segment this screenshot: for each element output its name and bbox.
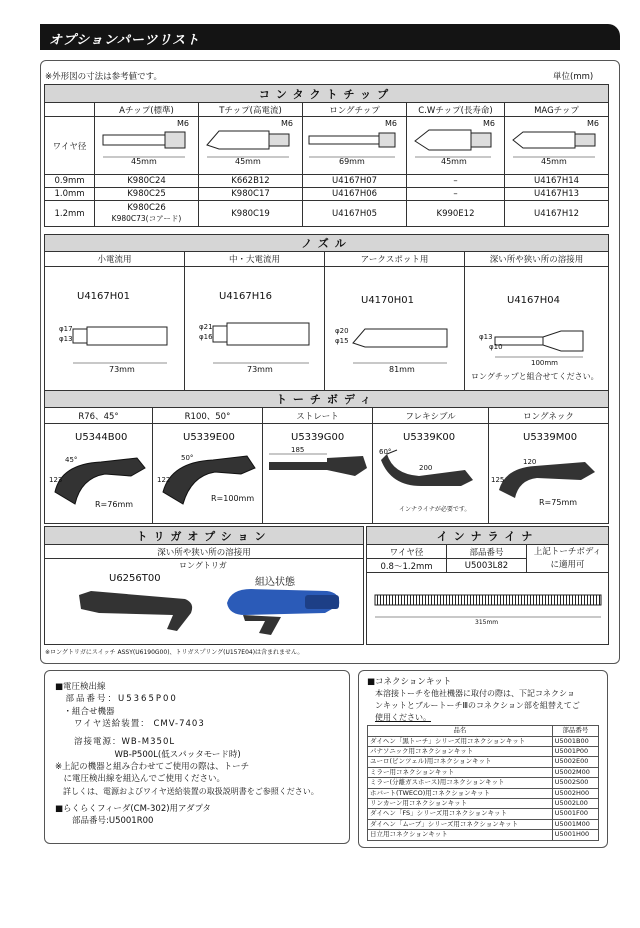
nozzle-arc-spot: U4170H01 φ20 φ15 81mm xyxy=(325,267,465,391)
tip-drawing-long: M6 69mm xyxy=(303,117,407,175)
nozzle-mid-current: U4167H16 φ21 φ16 73mm xyxy=(185,267,325,391)
trigger-code: U6256T00 xyxy=(109,573,161,584)
liner-length: 315mm xyxy=(475,619,499,626)
nozzle-title: ノズル xyxy=(45,235,609,252)
nozzle-combo-note: ロングチップと組合せてください。 xyxy=(471,372,599,381)
table-row: リンカーン用コネクションキット U5002L00 xyxy=(368,799,599,809)
tip-col-cw: C.Wチップ(長寿命) xyxy=(407,103,505,117)
nozzle-deep-narrow: U4167H04 φ13 φ10 100mm ロングチップと組合せてください。 xyxy=(465,267,609,391)
table-row: ユーロ(ビンツェル)用コネクションキット U5002E00 xyxy=(368,757,599,767)
torch-flexible: U5339K00 60° 200 インナライナが必要です。 xyxy=(373,424,489,524)
contact-tip-table: コンタクトチップ Aチップ(標準) Tチップ(高電流) ロングチップ C.Wチップ(長寿命) MAGチップ ワイヤ径 M6 45mm M6 45mm M6 69mm M6 45mm M6 45mm 0.9mm K980C24 K662B12 U4167H07 – U4167H14 1.0mm K980C25 K980C17 U4167H06 – U4167H13 1.2mm K980C26 K980C73(コアード) K980C19 U4167H05 K990E12 U4167H12 xyxy=(44,84,609,227)
table-row: ミラー用コネクションキット U5002M00 xyxy=(368,767,599,777)
table-row: 日立用コネクションキット U5001H00 xyxy=(368,830,599,840)
trigger-title: トリガオプション xyxy=(45,527,364,545)
tip-col-long: ロングチップ xyxy=(303,103,407,117)
unit-note: 単位(mm) xyxy=(553,72,594,82)
table-row: パナソニック用コネクションキット U5001P00 xyxy=(368,746,599,756)
tip-col-a: Aチップ(標準) xyxy=(95,103,199,117)
table-row: ダイヘン「FS」シリーズ用コネクションキット U5001F00 xyxy=(368,809,599,819)
torch-r100: U5339E00 50° 122 R=100mm xyxy=(153,424,263,524)
tip-size-09: 0.9mm xyxy=(45,175,95,188)
table-row: ダイヘン「ムーブ」シリーズ用コネクションキット U5001M00 xyxy=(368,819,599,829)
trigger-images xyxy=(45,559,364,641)
tip-size-10: 1.0mm xyxy=(45,188,95,201)
assembled-label: 組込状態 xyxy=(255,577,295,588)
liner-drawing xyxy=(367,573,609,641)
page-header xyxy=(40,24,620,50)
tip-col-t: Tチップ(高電流) xyxy=(199,103,303,117)
page-title: オプションパーツリスト xyxy=(49,33,201,48)
tip-drawing-t: M6 45mm xyxy=(199,117,303,175)
trigger-option-table xyxy=(44,526,364,645)
wire-dia-label: ワイヤ径 xyxy=(45,117,95,175)
tip-drawing-cw: M6 45mm xyxy=(407,117,505,175)
connection-kit-title: ■コネクションキット xyxy=(367,677,452,687)
torch-body-title: トーチボディ xyxy=(45,391,609,408)
trigger-footnote: ※ロングトリガにスイッチ ASSY(U6190G00)、トリガスプリング(U157E04)は含まれません。 xyxy=(45,649,304,656)
trigger-drawing-cell xyxy=(45,559,364,645)
torch-r76: U5344B00 45° 123 R=76mm xyxy=(45,424,153,524)
contact-tip-title: コンタクトチップ xyxy=(45,85,609,103)
voltage-box: ■電圧検出線 部品番号：U5365P00 ・組合せ機器 ワイヤ送給装置： CMV-7403 溶接電源：WB-M350L WB-P500L(低スパッタモード時) ※上記の機器と組み合わせてご使用の際は、トーチ に電圧検出線を組込んでご使用ください。 詳しくは、電源およびワイヤ送給装置の取扱説明書をご参照ください。 ■らくらくフィーダ(CM-302)用アダプタ 部品番号:U5001R00 xyxy=(44,670,350,844)
liner-code: U5003L82 xyxy=(447,559,527,573)
voltage-part-number: 部品番号：U5365P00 xyxy=(55,694,178,705)
tip-size-12: 1.2mm xyxy=(45,201,95,227)
tip-drawing-a: M6 45mm xyxy=(95,117,199,175)
cored-tip-code: K980C73(コアード) xyxy=(111,214,182,223)
torch-straight: U5339G00 185 xyxy=(263,424,373,524)
liner-wire: 0.8〜1.2mm xyxy=(367,559,447,573)
table-row: ミラー(分離ガスホース)用コネクションキット U5002S00 xyxy=(368,778,599,788)
nozzle-deep-drawing xyxy=(465,267,609,387)
reference-note: ※外形図の寸法は参考値です。 xyxy=(45,72,162,82)
table-row: ダイヘン「黒トーチ」シリーズ用コネクションキット U5001B00 xyxy=(368,736,599,746)
nozzle-table: ノズル 小電流用 中・大電流用 アークスポット用 深い所や狭い所の溶接用 U4167H01 φ17 φ13 73mm U4167H16 φ21 φ16 73mm U4170H01 φ20 φ15 81mm U4167H04 φ13 φ10 100mm ロングチップと組合せてください。 xyxy=(44,234,609,391)
connection-kit-table: 品名 部品番号 ダイヘン「黒トーチ」シリーズ用コネクションキット U5001B00 パナソニック用コネクションキット U5001P00 ユーロ(ビンツェル)用コネクションキット U5002E00 ミラー用コネクションキット U5002M00 ミラー(分離ガスホース)用コネクションキット U5002S00 ホバート(TWECO)用コネクションキット U5002H00 リンカーン用コネクションキット U5002L00 ダイヘン「FS」シリーズ用コネクションキット U5001F00 ダイヘン「ムーブ」シリーズ用コネクションキット U5001M00 日立用コネクションキット U5001H00 xyxy=(367,725,599,841)
torch-long-neck: U5339M00 120 125 R=75mm xyxy=(489,424,609,524)
torch-body-table: トーチボディ R76、45° R100、50° ストレート フレキシブル ロングネック U5344B00 45° 123 R=76mm U5339E00 50° 122 R=100mm U5339G00 185 U5339K00 60° 200 インナライナが必要です。 U5339M00 120 125 R=75mm xyxy=(44,390,609,524)
liner-drawing-cell xyxy=(367,573,609,645)
tip-col-mag: MAGチップ xyxy=(505,103,609,117)
trigger-subtitle: 深い所や狭い所の溶接用 xyxy=(45,545,364,559)
tip-drawing-mag: M6 45mm xyxy=(505,117,609,175)
inner-liner-table: インナライナ ワイヤ径 部品番号 上記トーチボディ に適用可 0.8〜1.2mm U5003L82 315mm xyxy=(366,526,609,645)
long-trigger-label: ロングトリガ xyxy=(179,561,227,570)
table-row: ホバート(TWECO)用コネクションキット U5002H00 xyxy=(368,788,599,798)
liner-title: インナライナ xyxy=(367,527,609,545)
connection-kit-box: ■コネクションキット 本溶接トーチを他社機器に取付の際は、下記コネクショ ンキットとブルートーチⅢのコネクション部を組替えてご 使用ください。 品名 部品番号 ダイヘン「黒トーチ」シリーズ用コネクションキット U5001B00 パナソニック用コネクションキット U5001P00 ユーロ(ビンツェル)用コネクションキット U5002E00 ミラー用コネクションキット U5002M00 ミラー(分離ガスホース)用コネクションキット U5002S00 ホバート(TWECO)用コネクションキット U5002H00 リンカーン用コネクションキット U5002L00 ダイヘン「FS」シリーズ用コネクションキット U5001F00 ダイヘン「ムーブ」シリーズ用コネクションキット U5001M00 日立用コネクションキット U5001H00 xyxy=(358,670,608,848)
nozzle-small-current: U4167H01 φ17 φ13 73mm xyxy=(45,267,185,391)
